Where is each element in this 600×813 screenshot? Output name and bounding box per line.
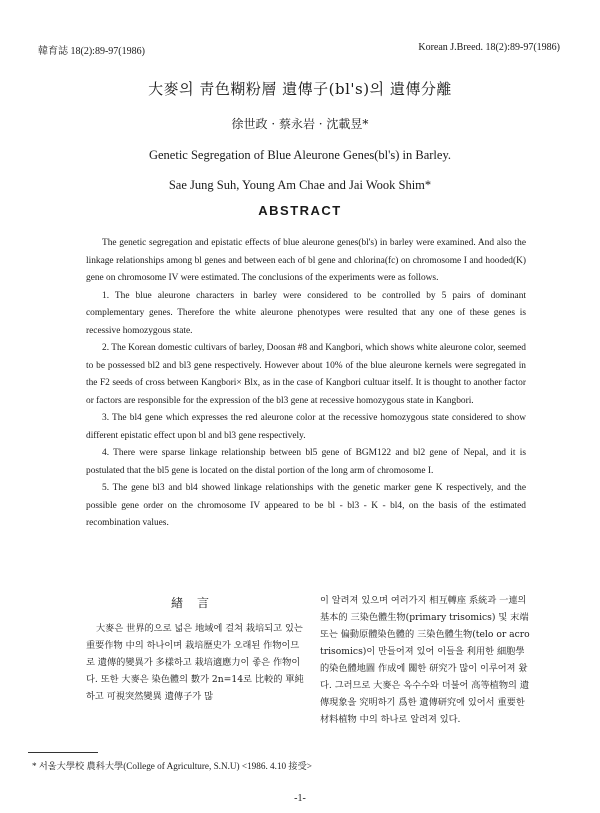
- affiliation-footnote: * 서울大學校 農科大學(College of Agriculture, S.N.U) <1986. 4.10 接受>: [32, 761, 312, 771]
- journal-header-english: Korean J.Breed. 18(2):89-97(1986): [418, 42, 560, 53]
- authors-korean: 徐世政 · 蔡永岩 · 沈載昱*: [231, 117, 369, 131]
- abstract-heading: ABSTRACT: [258, 203, 342, 218]
- page-number: -1-: [294, 793, 306, 804]
- intro-paragraph-left: 大麥은 世界的으로 넓은 地域에 걸쳐 栽培되고 있는 重要作物 中의 하나이며 栽培歷史가 오래된 作物이므로 遺傳的變異가 多樣하고 栽培適應力이 좋은 作物이다. 또한 大麥은 染色體의 數가 2n=14로 比較的 單純하고 可視突然變異 遺傳子가 많: [86, 623, 304, 702]
- abstract-paragraph: 2. The Korean domestic cultivars of barley, Doosan #8 and Kangbori, which shows white aleurone color, seemed to be possessed bl2 and bl3 gene respectively. However about 10% of the blue aleurone kernels were segregated in the F2 seeds of cross between Kangbori× Blx, as in the case of Kangbori cultuar itself. It is thought to another factor or factors are responsible for the expression of the bl3 gene at recessive homozygous state in Kangbori.: [86, 343, 526, 406]
- footnote-rule: [28, 752, 98, 753]
- abstract-paragraph: 5. The gene bl3 and bl4 showed linkage relationships with the genetic marker gene K respectively, and the possible gene order on the chromosome IV appeared to be bl - bl3 - K - bl4, on the basis of the estimated recombination values.: [86, 483, 526, 528]
- paper-title-english: Genetic Segregation of Blue Aleurone Genes(bl's) in Barley.: [148, 148, 452, 162]
- abstract-paragraph: 1. The blue aleurone characters in barley were considered to be controlled by 5 pairs of dominant complementary genes. Therefore the white aleurone phenotypes were resulted that any one of these genes is recessive homozygous state.: [86, 290, 526, 336]
- abstract-paragraph: 4. There were sparse linkage relationship between bl5 gene of BGM122 and bl2 gene of Nepal, and it is postulated that the bl5 gene is located on the distal portion of the long arm of chromosome I.: [86, 448, 526, 476]
- intro-paragraph-right: 이 알려져 있으며 여러가지 相互轉座 系統과 一連의 基本的 三染色體生物(primary trisomics) 및 末端 또는 偏動原體染色體的 三染色體生物(telo or acro trisomics)이 만들어져 있어 이들을 利用한 細胞學的染色體地圖 作成에 關한 研究가 많이 이루어져 왔다. 그러므로 大麥은 옥수수와 더불어 高等植物의 遺傳現象을 究明하기 爲한 遺傳研究에 있어서 重要한 材料植物 中의 하나로 알려져 있다.: [320, 595, 530, 725]
- intro-right-column: [320, 592, 530, 728]
- paper-title-korean: 大麥의 靑色糊粉層 遺傳子(bl's)의 遺傳分離: [148, 80, 452, 98]
- abstract-body: [86, 235, 526, 533]
- abstract-paragraph: 3. The bl4 gene which expresses the red aleurone color at the recessive homozygous state considered to show different epistatic effect upon bl and bl3 gene respectively.: [86, 413, 526, 441]
- section-heading-introduction: 緖言: [170, 596, 223, 610]
- journal-header-korean: 韓育誌 18(2):89-97(1986): [38, 46, 145, 57]
- authors-english: Sae Jung Suh, Young Am Chae and Jai Wook Shim*: [168, 178, 432, 192]
- abstract-paragraph: The genetic segregation and epistatic effects of blue aleurone genes(bl's) in barley were examined. And also the linkage relationships among bl genes and between each of bl gene and chlorina(fc) on chromosome I and hooded(K) gene on chromosome IV were estimated. The conclusions of the experiments were as follows.: [86, 238, 526, 283]
- intro-left-column: [86, 595, 308, 705]
